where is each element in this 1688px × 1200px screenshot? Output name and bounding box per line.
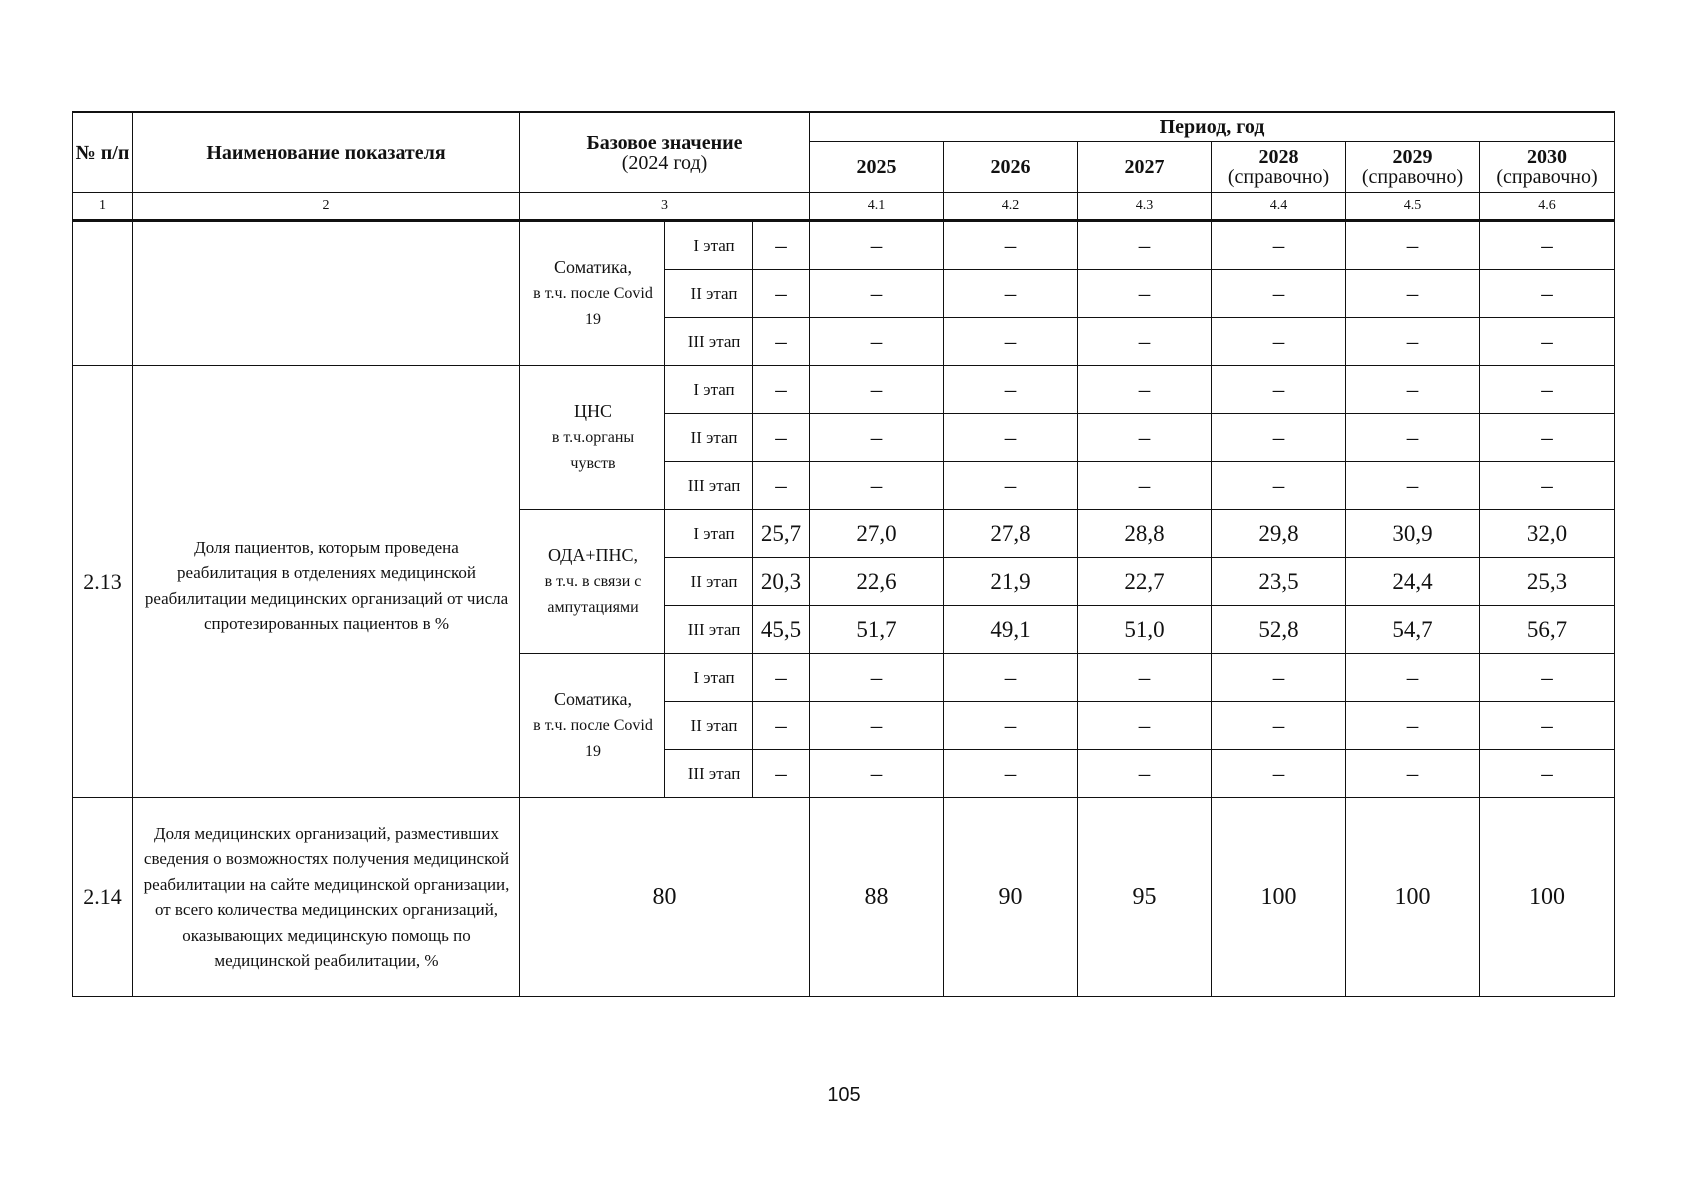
dash-cell: – xyxy=(944,702,1078,750)
year-label: 2029 xyxy=(1392,146,1433,168)
dash-cell: – xyxy=(1212,221,1346,270)
dash-cell: – xyxy=(1346,221,1480,270)
header-number: № п/п xyxy=(73,112,133,193)
base-value: 45,5 xyxy=(753,606,810,654)
dash-cell: – xyxy=(753,702,810,750)
dash-cell: – xyxy=(944,750,1078,798)
dash-cell: – xyxy=(1078,221,1212,270)
dash-cell: – xyxy=(1346,462,1480,510)
value-2025: 27,0 xyxy=(810,510,944,558)
year-label: 2026 xyxy=(990,156,1031,178)
value-2029: 30,9 xyxy=(1346,510,1480,558)
value-2029: 100 xyxy=(1346,798,1480,997)
stage-label: III этап xyxy=(665,462,753,510)
value-2028: 52,8 xyxy=(1212,606,1346,654)
value-2025: 22,6 xyxy=(810,558,944,606)
base-value: 20,3 xyxy=(753,558,810,606)
stage-label: III этап xyxy=(665,606,753,654)
dash-cell: – xyxy=(810,318,944,366)
indicator-name-empty xyxy=(133,221,520,366)
dash-cell: – xyxy=(1346,270,1480,318)
column-number: 4.6 xyxy=(1480,193,1615,221)
dash-cell: – xyxy=(810,366,944,414)
indicator-name: Доля медицинских организаций, разместивших сведения о возможностях получения медицинской реабилитации на сайте медицинской организации, от всего количества медицинских организаций, оказывающих медицинскую помощь по медицинской реабилитации, % xyxy=(133,798,520,997)
dash-cell: – xyxy=(753,366,810,414)
value-2030: 100 xyxy=(1480,798,1615,997)
dash-cell: – xyxy=(1480,366,1615,414)
group-0 xyxy=(520,366,665,510)
dash-cell: – xyxy=(1212,750,1346,798)
dash-cell: – xyxy=(1480,462,1615,510)
dash-cell: – xyxy=(944,414,1078,462)
indicators-table xyxy=(72,111,1615,997)
header-year-2027 xyxy=(1078,142,1212,193)
page-number: 105 xyxy=(827,1084,861,1106)
dash-cell: – xyxy=(810,221,944,270)
value-2028: 100 xyxy=(1212,798,1346,997)
dash-cell: – xyxy=(753,462,810,510)
stage-label: II этап xyxy=(665,702,753,750)
dash-cell: – xyxy=(1212,270,1346,318)
header-year-2029 xyxy=(1346,142,1480,193)
dash-cell: – xyxy=(810,654,944,702)
header-year-2026 xyxy=(944,142,1078,193)
column-number: 1 xyxy=(73,193,133,221)
row-2-14 xyxy=(73,798,1615,997)
value-2026: 49,1 xyxy=(944,606,1078,654)
group-sublabel: в т.ч. в связи с ампутациями xyxy=(544,573,642,616)
header-year-2028 xyxy=(1212,142,1346,193)
column-number: 4.3 xyxy=(1078,193,1212,221)
dash-cell: – xyxy=(1346,414,1480,462)
value-2030: 25,3 xyxy=(1480,558,1615,606)
group-label: ЦНС xyxy=(573,401,612,421)
header-indicator-name: Наименование показателя xyxy=(133,112,520,193)
dash-cell: – xyxy=(753,270,810,318)
group-somatika xyxy=(520,221,665,366)
group-2 xyxy=(520,654,665,798)
stage-label: I этап xyxy=(665,366,753,414)
dash-cell: – xyxy=(1480,221,1615,270)
dash-cell: – xyxy=(810,414,944,462)
column-number: 4.2 xyxy=(944,193,1078,221)
dash-cell: – xyxy=(753,750,810,798)
dash-cell: – xyxy=(1078,414,1212,462)
column-number: 2 xyxy=(133,193,520,221)
dash-cell: – xyxy=(944,318,1078,366)
value-2025: 51,7 xyxy=(810,606,944,654)
header-row xyxy=(73,112,1615,142)
column-number: 4.4 xyxy=(1212,193,1346,221)
dash-cell: – xyxy=(1078,702,1212,750)
header-base-value-year: (2024 год) xyxy=(621,151,708,174)
column-numbering-row xyxy=(73,193,1615,221)
column-number: 3 xyxy=(520,193,810,221)
value-2029: 24,4 xyxy=(1346,558,1480,606)
dash-cell: – xyxy=(1480,654,1615,702)
year-label: 2028 xyxy=(1258,146,1299,168)
dash-cell: – xyxy=(1480,318,1615,366)
stage-label: I этап xyxy=(665,221,753,270)
dash-cell: – xyxy=(1212,318,1346,366)
group-label: Соматика, xyxy=(554,689,632,709)
dash-cell: – xyxy=(1212,366,1346,414)
dash-cell: – xyxy=(1480,270,1615,318)
dash-cell: – xyxy=(753,654,810,702)
stage-label: I этап xyxy=(665,654,753,702)
value-2030: 56,7 xyxy=(1480,606,1615,654)
dash-cell: – xyxy=(1078,750,1212,798)
dash-cell: – xyxy=(944,366,1078,414)
dash-cell: – xyxy=(1078,366,1212,414)
year-label: 2030 xyxy=(1527,146,1567,168)
value-2028: 23,5 xyxy=(1212,558,1346,606)
dash-cell: – xyxy=(1078,270,1212,318)
dash-cell: – xyxy=(944,462,1078,510)
stage-label: II этап xyxy=(665,270,753,318)
column-number: 4.1 xyxy=(810,193,944,221)
dash-cell: – xyxy=(944,270,1078,318)
stage-label: I этап xyxy=(665,510,753,558)
base-value: 25,7 xyxy=(753,510,810,558)
value-2030: 32,0 xyxy=(1480,510,1615,558)
year-label: 2025 xyxy=(856,156,897,178)
stage-row xyxy=(73,366,1615,414)
dash-cell: – xyxy=(1212,414,1346,462)
stage-label: II этап xyxy=(665,414,753,462)
value-2027: 28,8 xyxy=(1078,510,1212,558)
row-number: 2.13 xyxy=(73,366,133,798)
stage-row xyxy=(73,221,1615,270)
row-number-empty xyxy=(73,221,133,366)
dash-cell: – xyxy=(753,221,810,270)
value-2028: 29,8 xyxy=(1212,510,1346,558)
dash-cell: – xyxy=(1480,414,1615,462)
dash-cell: – xyxy=(810,750,944,798)
dash-cell: – xyxy=(810,270,944,318)
dash-cell: – xyxy=(1346,702,1480,750)
row-2-13 xyxy=(73,366,1615,798)
value-2027: 95 xyxy=(1078,798,1212,997)
dash-cell: – xyxy=(1480,750,1615,798)
stage-label: III этап xyxy=(665,750,753,798)
stage-label: II этап xyxy=(665,558,753,606)
dash-cell: – xyxy=(1212,702,1346,750)
dash-cell: – xyxy=(810,702,944,750)
value-2026: 90 xyxy=(944,798,1078,997)
group-sublabel: в т.ч. после Covid 19 xyxy=(533,717,653,760)
value-2026: 27,8 xyxy=(944,510,1078,558)
header-base-value-title: Базовое значение xyxy=(586,131,743,154)
dash-cell: – xyxy=(1078,462,1212,510)
group-sublabel: в т.ч.органы чувств xyxy=(551,429,635,472)
header-year-2030 xyxy=(1480,142,1615,193)
group-label: Соматика, xyxy=(554,257,632,277)
dash-cell: – xyxy=(1346,750,1480,798)
dash-cell: – xyxy=(1212,462,1346,510)
value-2026: 21,9 xyxy=(944,558,1078,606)
dash-cell: – xyxy=(1346,654,1480,702)
value-2027: 22,7 xyxy=(1078,558,1212,606)
dash-cell: – xyxy=(1078,654,1212,702)
value-2025: 88 xyxy=(810,798,944,997)
dash-cell: – xyxy=(1480,702,1615,750)
header-base-value xyxy=(520,112,810,193)
dash-cell: – xyxy=(944,221,1078,270)
group-1 xyxy=(520,510,665,654)
row-2-12-continuation xyxy=(73,221,1615,366)
dash-cell: – xyxy=(1346,318,1480,366)
group-sublabel: в т.ч. после Covid 19 xyxy=(533,285,653,328)
year-note: (справочно) xyxy=(1361,166,1464,188)
header-year-2025 xyxy=(810,142,944,193)
indicator-name: Доля пациентов, которым проведена реабилитация в отделениях медицинской реабилитации медицинских организаций от числа спротезированных пациентов в % xyxy=(133,366,520,798)
dash-cell: – xyxy=(810,462,944,510)
row-number: 2.14 xyxy=(73,798,133,997)
year-label: 2027 xyxy=(1124,156,1165,178)
stage-label: III этап xyxy=(665,318,753,366)
column-number: 4.5 xyxy=(1346,193,1480,221)
dash-cell: – xyxy=(1212,654,1346,702)
value-2027: 51,0 xyxy=(1078,606,1212,654)
header-period: Период, год xyxy=(810,112,1615,142)
base-value: 80 xyxy=(520,798,810,997)
dash-cell: – xyxy=(1346,366,1480,414)
dash-cell: – xyxy=(753,318,810,366)
group-label: ОДА+ПНС, xyxy=(547,545,639,565)
value-2029: 54,7 xyxy=(1346,606,1480,654)
dash-cell: – xyxy=(1078,318,1212,366)
year-note: (справочно) xyxy=(1496,166,1598,188)
dash-cell: – xyxy=(944,654,1078,702)
year-note: (справочно) xyxy=(1227,166,1330,188)
dash-cell: – xyxy=(753,414,810,462)
